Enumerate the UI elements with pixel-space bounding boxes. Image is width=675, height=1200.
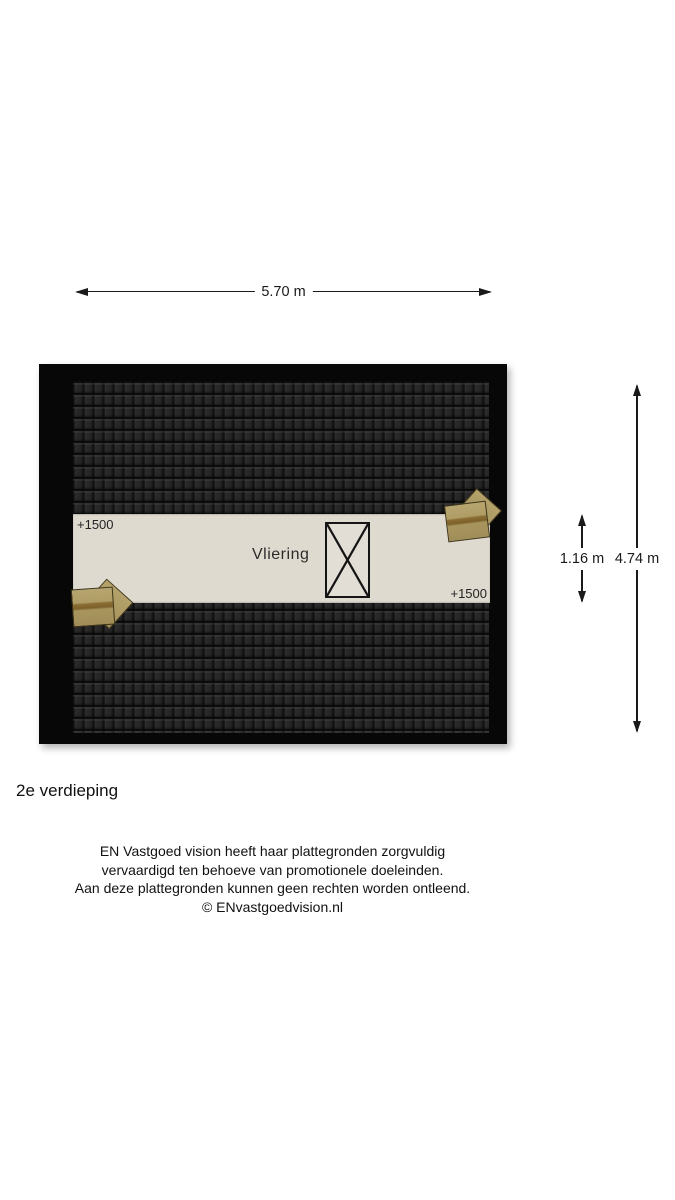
roof-window-pane-front bbox=[444, 501, 490, 543]
room-label: Vliering bbox=[252, 546, 310, 563]
floorplan-drawing bbox=[39, 364, 507, 744]
disclaimer-line: Aan deze plattegronden kunnen geen rechten worden ontleend. bbox=[74, 880, 471, 896]
dimension-label: 5.70 m bbox=[254, 284, 312, 300]
arrow-up-icon bbox=[578, 514, 586, 526]
dimension-strip-height bbox=[559, 514, 605, 603]
disclaimer-line: © ENvastgoedvision.nl bbox=[201, 898, 344, 915]
attic-floor-strip bbox=[73, 514, 490, 603]
dimension-label: 4.74 m bbox=[613, 548, 661, 570]
dimension-top-width bbox=[75, 285, 492, 299]
roof-window-icon bbox=[443, 493, 499, 547]
floor-title: 2e verdieping bbox=[16, 781, 119, 800]
stair-hatch-icon bbox=[325, 522, 370, 598]
dimension-total-depth bbox=[614, 384, 660, 733]
elevation-label-right: +1500 bbox=[450, 586, 487, 601]
disclaimer-line: vervaardigd ten behoeve van promotionele doeleinden. bbox=[101, 861, 444, 878]
disclaimer-line: EN Vastgoed vision heeft haar plattegronden zorgvuldig bbox=[99, 843, 446, 859]
arrow-down-icon bbox=[633, 721, 641, 733]
arrow-up-icon bbox=[633, 384, 641, 396]
roof-window-pane-front bbox=[71, 587, 116, 628]
dimension-label: 1.16 m bbox=[558, 548, 606, 570]
arrow-right-icon bbox=[479, 288, 492, 296]
disclaimer-text bbox=[0, 842, 545, 916]
arrow-down-icon bbox=[578, 591, 586, 603]
elevation-label-left: +1500 bbox=[77, 517, 114, 532]
arrow-left-icon bbox=[75, 288, 88, 296]
roof-window-icon bbox=[70, 578, 128, 635]
